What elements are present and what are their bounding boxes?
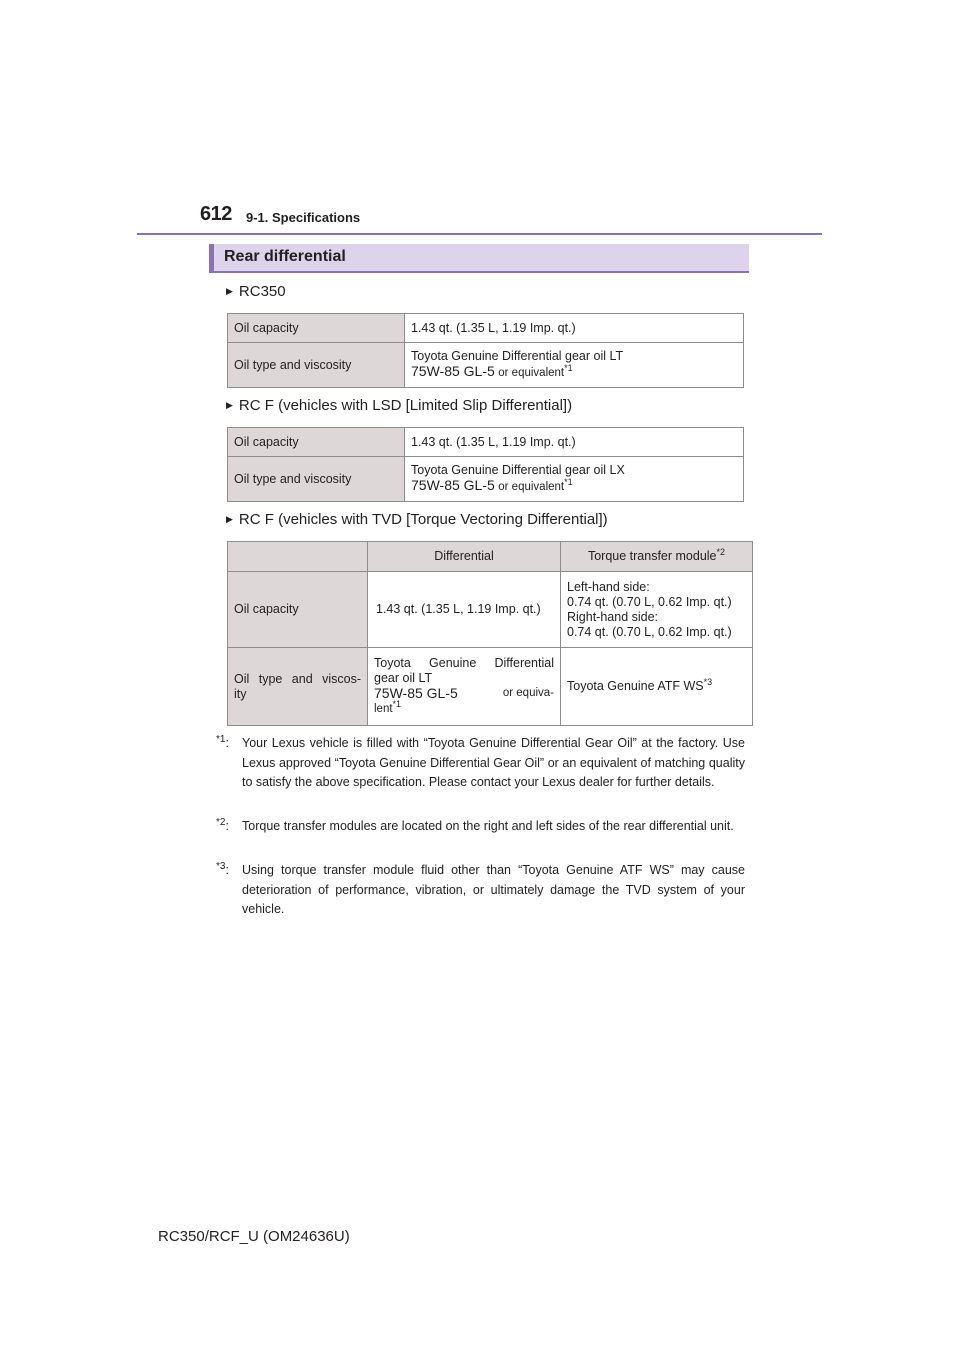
table-header-cell: [228, 542, 368, 572]
table-cell-value: Toyota Genuine ATF WS$^{*3}$: [561, 648, 753, 726]
table-cell-label: Oil type and viscosity: [228, 457, 405, 502]
table-cell-value: 1.43 qt. (1.35 L, 1.19 Imp. qt.): [405, 314, 744, 343]
header-rule: [137, 233, 822, 235]
table-cell-value: Toyota Genuine Differential gear oil LX 75W-85 GL-5 or equivalent$^{*1}$: [405, 457, 744, 502]
table-header-cell: Differential: [368, 542, 561, 572]
footnote-ref: *2: [716, 546, 726, 557]
footnote-3: $^{*3}$: Using torque transfer module fluid other than “Toyota Genuine ATF WS” may cause deterioration of performance, vibration, or ultimately damage the TVD system of your vehicle.: [216, 860, 745, 916]
rc350-heading: ▶ RC350: [226, 283, 286, 300]
table-cell-value: Toyota Genuine Differential gear oil LT 75W-85 GL-5 or equiva- lent$^{*1}$: [368, 648, 561, 726]
table-row: [228, 343, 744, 388]
table-cell-value: 1.43 qt. (1.35 L, 1.19 Imp. qt.): [368, 572, 561, 648]
table-cell-value: Left-hand side: 0.74 qt. (0.70 L, 0.62 Imp. qt.) Right-hand side: 0.74 qt. (0.70 L, 0.62 Imp. qt.): [561, 572, 753, 648]
table-cell-label: Oil capacity: [228, 572, 368, 648]
footnote-ref: *1: [564, 476, 573, 487]
footnote-2: $^{*2}$: Torque transfer modules are located on the right and left sides of the rear differential unit.: [216, 816, 734, 833]
footnote-ref: *3: [703, 676, 713, 687]
footnote-ref: *1: [564, 362, 573, 373]
section-header: 9-1. Specifications: [246, 210, 361, 225]
footnote-ref: *1: [392, 698, 402, 709]
section-title-bar: [209, 244, 749, 273]
table-cell-label: Oil type and viscosity: [228, 343, 405, 388]
rcf-tvd-heading: ▶ RC F (vehicles with TVD [Torque Vectoring Differential]): [226, 511, 608, 528]
rcf-tvd-table: [227, 541, 753, 726]
rcf-lsd-heading: ▶ RC F (vehicles with LSD [Limited Slip Differential]): [226, 397, 573, 414]
rcf-lsd-table: [227, 427, 744, 502]
footnote-1: $^{*1}$: Your Lexus vehicle is filled with “Toyota Genuine Differential Gear Oil” at the factory. Use Lexus approved “Toyota Genuine Differential Gear Oil” or an equivalent of matching quality to satisfy the above specification. Please contact your Lexus dealer for further details.: [216, 733, 745, 789]
table-row: [228, 314, 744, 343]
footer-document-id: RC350/RCF_U (OM24636U): [158, 1228, 350, 1245]
table-row: [228, 457, 744, 502]
table-cell-value: 1.43 qt. (1.35 L, 1.19 Imp. qt.): [405, 428, 744, 457]
table-cell-label: Oil type and viscos- ity: [228, 648, 368, 726]
table-row: [228, 428, 744, 457]
table-row: [228, 572, 753, 648]
triangle-bullet-icon: ▶: [226, 286, 233, 296]
table-cell-value: Toyota Genuine Differential gear oil LT 75W-85 GL-5 or equivalent$^{*1}$: [405, 343, 744, 388]
table-row: [228, 648, 753, 726]
page-number: 612: [200, 203, 232, 225]
table-cell-label: Oil capacity: [228, 314, 405, 343]
section-title: Rear differential: [224, 248, 346, 265]
table-header-cell: Torque transfer module$^{*2}$: [561, 542, 753, 572]
table-cell-label: Oil capacity: [228, 428, 405, 457]
triangle-bullet-icon: ▶: [226, 514, 233, 524]
rc350-table: [227, 313, 744, 388]
table-header-row: [228, 542, 753, 572]
triangle-bullet-icon: ▶: [226, 400, 233, 410]
